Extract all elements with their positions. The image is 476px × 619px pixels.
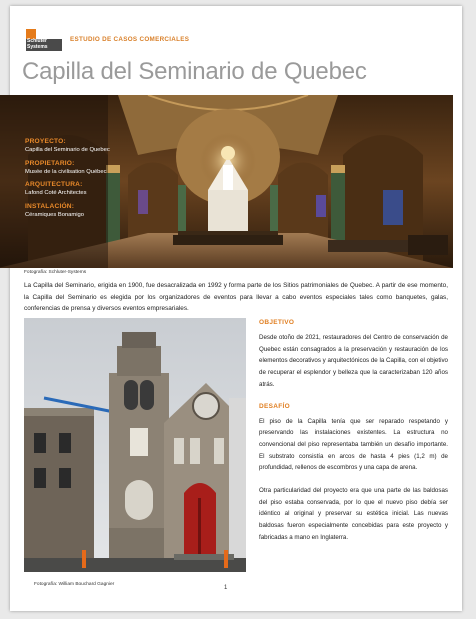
chapel-exterior-photo — [24, 318, 246, 572]
architecture-label: ARQUITECTURA: — [25, 181, 83, 188]
objective-text: Desde otoño de 2021, restauradores del Centro de conservación de Quebec están consagrados a la preservación y restauración de los elementos decorativos y arquitectónicos de la Capilla, con el objetivo de recuperar el esplendor y belleza que la caracterizaban 120 años atrás. — [259, 334, 448, 388]
project-info — [25, 137, 165, 223]
logo-line2: Systems — [27, 43, 48, 50]
page-title: Capilla del Seminario de Quebec — [22, 58, 367, 85]
intro-paragraph: La Capilla del Seminario, erigida en 1900, fue desacralizada en 1992 y forma parte de los Sitios patrimoniales de Quebec. A partir de ese momento, la Capilla del Seminario es elegida por los organizadores de eventos para llevar a cabo eventos especiales tales como banquetes, galas, conferencias de prensa y diversos eventos empresariales. — [24, 282, 448, 312]
page-number: 1 — [224, 585, 228, 591]
owner-label: PROPIETARIO: — [25, 159, 75, 167]
right-column — [259, 318, 448, 544]
architecture-value: Lafond Coté Architectes — [25, 190, 87, 196]
schluter-logo — [26, 29, 62, 51]
challenge-heading: DESAFÍO — [259, 402, 290, 410]
section-label: ESTUDIO DE CASOS COMERCIALES — [70, 36, 190, 43]
project-value: Capilla del Seminario de Quebec — [25, 147, 110, 153]
installation-value: Céramiques Bonamigo — [25, 211, 84, 218]
hero-photo-caption: Fotografía: Schluter-Systems — [24, 270, 87, 275]
exterior-photo-caption: Fotografía: William Bouchard Gagnier — [34, 582, 115, 587]
owner-value: Musée de la civilisation Québec — [25, 168, 107, 175]
challenge-text-2: Otra particularidad del proyecto era que una parte de las baldosas del piso estaba conservada, por lo que el nuevo piso debía ser idéntico al original y preservar su estética inicial. Las nuevas baldosas fueron especialmente concebidas para este proyecto y fabricadas a mano en Inglaterra. — [259, 487, 448, 541]
logo-wordmark — [26, 39, 62, 51]
project-label: PROYECTO: — [25, 138, 66, 145]
challenge-text-1: El piso de la Capilla tenía que ser reparado respetando y preservando las instalaciones existentes. La estructura no convencional del piso representaba también un desafío importante. El substrato consistía en arcos de hasta 4 pies (1,2 m) de profundidad, rellenos de escombros y una capa de arena. — [259, 417, 448, 472]
logo-line1: Schluter — [27, 38, 48, 44]
installation-label: INSTALACIÓN: — [25, 202, 75, 210]
objective-heading: OBJETIVO — [259, 319, 295, 326]
